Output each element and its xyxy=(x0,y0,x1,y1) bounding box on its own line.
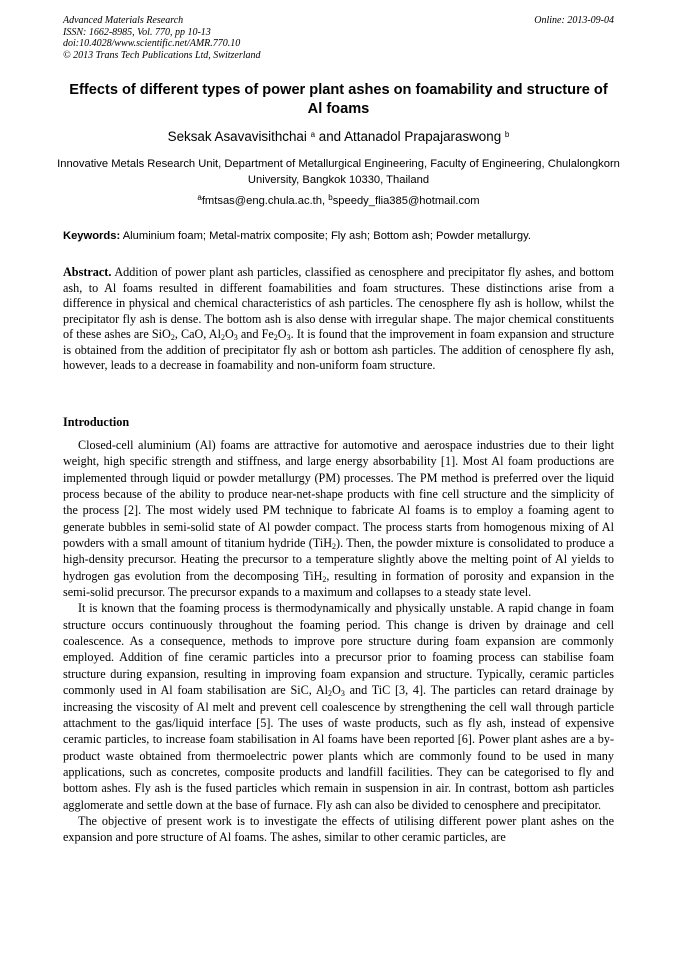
keywords-text: Aluminium foam; Metal-matrix composite; Fly ash; Bottom ash; Powder metallurgy. xyxy=(122,230,531,242)
abstract-text: O xyxy=(224,327,234,342)
journal-name: Advanced Materials Research xyxy=(63,15,184,26)
abstract xyxy=(63,265,614,374)
paragraph-text: It is known that the foaming process is thermodynamically and physically unstable. A rapid change in foam structure occurs continuously throughout the foaming period. This change is driven by drainage and cell coalescence. As a consequence, methods to improve pore structure during foam expansion are commonly employed. Addition of fine ceramic particles into a precursor prior to foaming process can stabilise foam structure during expansion, resulting in improving foam expansion and structure. Typically, ceramic particles commonly used in Al foam stabilisation are SiC, Al xyxy=(63,601,614,698)
abstract-text: , CaO, Al xyxy=(174,327,221,342)
author-emails xyxy=(63,193,614,209)
journal-issn: ISSN: 1662-8985, Vol. 770, pp 10-13 xyxy=(63,26,211,38)
paragraph-text: , resulting in formation of porosity and expansion in the semi-solid precursor. The precursor expands to a maximum and collapses to a steady state level. xyxy=(63,568,614,600)
subscript: 3 xyxy=(233,333,238,343)
paragraph-text: ). Then, the powder mixture is consolidated to produce a high-density precursor. Heating the precursor to a temperature slightly above the melting point of Al yields to hydrogen gas evolution from the decomposing TiH xyxy=(63,536,614,583)
paragraph: The objective of present work is to investigate the effects of utilising different power plant ashes on the expansion and pore structure of Al foams. The ashes, similar to other ceramic particles, are xyxy=(63,813,614,845)
subscript: 2 xyxy=(220,333,225,343)
email-mark: a xyxy=(197,193,202,202)
abstract-text: Addition of power plant ash particles, classified as cenosphere and precipitator fly ashes, and bottom ash, to Al foams resulted in different foamabilities and foam structures. These distinctions arise from a difference in physical and chemical characteristics of ash particles. The cenosphere fly ash is hollow, whilst the precipitator fly ash is dense. The bottom ash is also dense with irregular shape. The major chemical constituents of these ashes are SiO xyxy=(63,265,615,342)
author-joiner: and xyxy=(315,129,345,144)
journal-copyright: © 2013 Trans Tech Publications Ltd, Switzerland xyxy=(63,49,261,61)
affiliation: Innovative Metals Research Unit, Department of Metallurgical Engineering, Faculty of Engineering, Chulalongkorn University, Bangkok 10330, Thailand xyxy=(57,158,620,186)
abstract-text: O xyxy=(277,327,287,342)
journal-header xyxy=(63,15,261,61)
paragraph xyxy=(63,600,614,812)
author-affiliation-mark: b xyxy=(504,130,510,139)
abstract-text: and Fe xyxy=(237,327,274,342)
journal-doi: doi:10.4028/www.scientific.net/AMR.770.10 xyxy=(63,38,241,49)
section-heading-introduction: Introduction xyxy=(63,415,130,429)
email-address[interactable]: fmtsas@eng.chula.ac.th xyxy=(201,195,323,207)
abstract-label: Abstract. xyxy=(63,265,112,279)
email-separator: , xyxy=(322,195,329,207)
online-date: Online: 2013-09-04 xyxy=(534,15,614,26)
keywords-label: Keywords: xyxy=(63,230,121,242)
author-list xyxy=(63,129,614,145)
author-affiliation-mark: a xyxy=(310,130,316,139)
email-mark: b xyxy=(328,193,333,202)
subscript: 2 xyxy=(328,689,333,699)
author-name: Seksak Asavavisithchai xyxy=(167,129,307,144)
email-address[interactable]: speedy_flia385@hotmail.com xyxy=(332,195,480,207)
abstract-text: . It is found that the improvement in foam expansion and structure is obtained from the addition of precipitator fly ash or bottom ash particles. The addition of cenosphere fly ash, however, leads to a decrease in foamability and non-uniform foam structure. xyxy=(63,327,614,373)
paragraph-text: Closed-cell aluminium (Al) foams are attractive for automotive and aerospace industries due to their light weight, high specific strength and stiffness, and large energy absorbability [1]. Most Al foam productions are implemented through liquid or powder metallurgy (PM) processes. The PM method is preferred over the liquid process because of the ability to produce near-net-shape products with fine cell structure and the simplicity of the process [2]. The most widely used PM technique to fabricate Al foams is to employ a foaming agent to generate bubbles in semi-solid state of Al powder compact. The process starts from homogenous mixing of Al powders with a small amount of titanium hydride (TiH xyxy=(63,438,614,551)
keywords xyxy=(63,229,614,244)
subscript: 2 xyxy=(322,574,327,584)
subscript: 2 xyxy=(170,333,175,343)
paragraph-text: O xyxy=(332,683,341,698)
author-name: Attanadol Prapajaraswong xyxy=(344,129,502,144)
subscript: 2 xyxy=(273,333,278,343)
paper-title: Effects of different types of power plant ashes on foamability and structure of Al foams xyxy=(69,82,608,117)
subscript: 3 xyxy=(286,333,291,343)
paragraph xyxy=(63,437,614,600)
introduction-body xyxy=(63,437,614,846)
subscript: 2 xyxy=(332,542,337,552)
paragraph-text: and TiC [3, 4]. The particles can retard drainage by increasing the viscosity of Al melt and prevent cell coalescence by strengthening the cell wall through particle attachment to the gas/liquid interface [5]. The uses of waste products, such as fly ash, instead of expensive ceramic particles, to increase foam stabilisation in Al foams have been reported [6]. Power plant ashes are a by-product waste obtained from thermoelectric power plants which are commonly found to be used in many applications, such as concretes, composite products and landfill facilities. They can be categorised to fly and bottom ashes. Fly ash is the fused particles which remain in suspension in air. In contrast, bottom ash particles agglomerate and settle down at the base of furnace. Fly ash can also be divided to cenosphere and precipitator. xyxy=(63,683,614,812)
subscript: 3 xyxy=(340,689,345,699)
